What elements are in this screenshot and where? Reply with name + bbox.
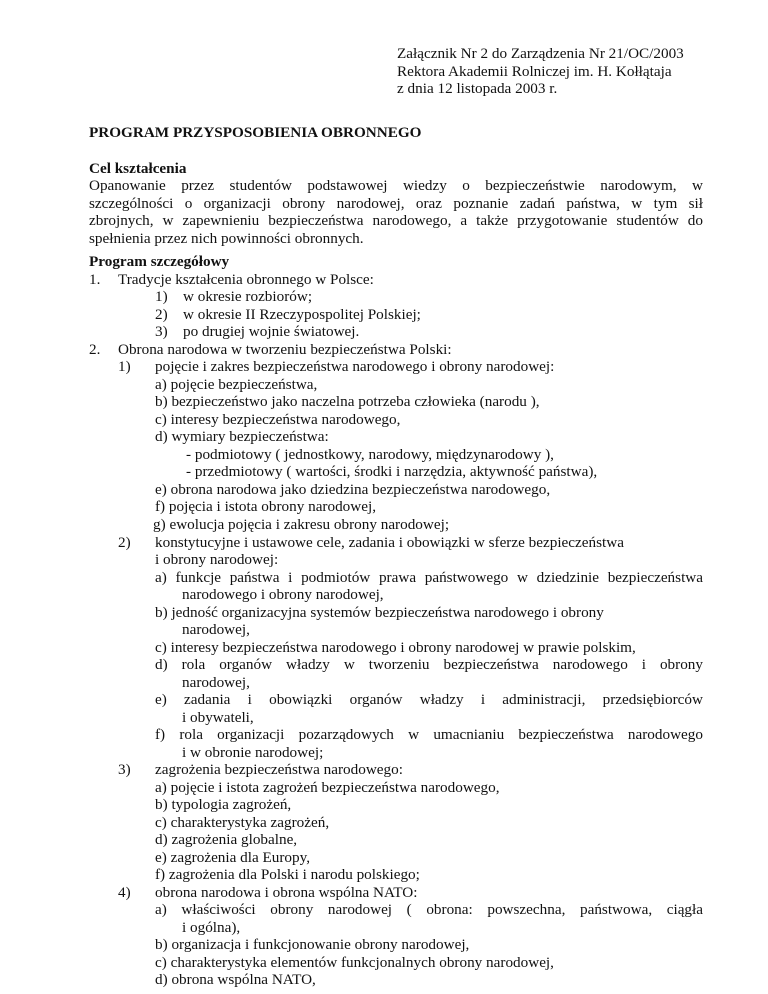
subsection-2-item-f-2: i w obronie narodowej; (182, 743, 324, 761)
subsection-1-item-f: f) pojęcia i istota obrony narodowej, (155, 498, 376, 516)
subsection-2-item-b-2: narodowej, (182, 621, 250, 639)
subsection-1-number: 1) (118, 358, 131, 376)
cel-line-4: spełnienia przez nich powinności obronnych. (89, 229, 364, 247)
subsection-3-item-c: c) charakterystyka zagrożeń, (155, 813, 330, 831)
section-1-number: 1. (89, 270, 101, 288)
subsection-3-number: 3) (118, 761, 131, 779)
subsection-2-item-a-2: narodowego i obrony narodowej, (182, 586, 384, 604)
document-title: PROGRAM PRZYSPOSOBIENIA OBRONNEGO (89, 123, 422, 141)
section-2-number: 2. (89, 340, 101, 358)
subsection-4-item-b: b) organizacja i funkcjonowanie obrony narodowej, (155, 936, 470, 954)
subsection-2-title-1: konstytucyjne i ustawowe cele, zadania i obowiązki w sferze bezpieczeństwa (155, 533, 624, 551)
subsection-2-item-a-1: a) funkcje państwa i podmiotów prawa państwowego w dziedzinie bezpieczeństwa (155, 568, 703, 586)
subsection-3-item-e: e) zagrożenia dla Europy, (155, 848, 311, 866)
subsection-4-item-c: c) charakterystyka elementów funkcjonalnych obrony narodowej, (155, 953, 554, 971)
subsection-1-item-b: b) bezpieczeństwo jako naczelna potrzeba człowieka (narodu ), (155, 393, 540, 411)
cel-line-2: szczególności o organizacji obrony narodowej, oraz poznanie zadań państwa, w tym sił (89, 194, 703, 212)
subsection-3-item-b: b) typologia zagrożeń, (155, 796, 292, 814)
subsection-3-title: zagrożenia bezpieczeństwa narodowego: (155, 761, 403, 779)
subsection-4-title: obrona narodowa i obrona wspólna NATO: (155, 883, 418, 901)
subsection-1-item-g: g) ewolucja pojęcia i zakresu obrony narodowej; (153, 516, 450, 533)
header-line-2: Rektora Akademii Rolniczej im. H. Kołłątaja (397, 62, 672, 80)
subsection-1-item-d-1: - podmiotowy ( jednostkowy, narodowy, międzynarodowy ), (186, 445, 554, 463)
header-line-1: Załącznik Nr 2 do Zarządzenia Nr 21/OC/2003 (397, 45, 684, 62)
subsection-2-number: 2) (118, 533, 131, 551)
subsection-3-item-a: a) pojęcie i istota zagrożeń bezpieczeństwa narodowego, (155, 778, 500, 796)
subsection-2-item-c: c) interesy bezpieczeństwa narodowego i obrony narodowej w prawie polskim, (155, 638, 636, 656)
subsection-1-item-e: e) obrona narodowa jako dziedzina bezpieczeństwa narodowego, (155, 480, 551, 498)
section-1-title: Tradycje kształcenia obronnego w Polsce: (118, 270, 374, 288)
section-1-item-2-num: 2) (155, 305, 168, 323)
subsection-1-item-c: c) interesy bezpieczeństwa narodowego, (155, 410, 401, 428)
section-1-item-3: po drugiej wojnie światowej. (183, 323, 360, 341)
section-2-title: Obrona narodowa w tworzeniu bezpieczeństwa Polski: (118, 340, 452, 358)
subsection-1-item-d: d) wymiary bezpieczeństwa: (155, 428, 329, 446)
section-1-item-2: w okresie II Rzeczypospolitej Polskiej; (183, 305, 421, 323)
subsection-2-item-e-2: i obywateli, (182, 708, 254, 726)
subsection-3-item-f: f) zagrożenia dla Polski i narodu polskiego; (155, 866, 420, 884)
subsection-3-item-d: d) zagrożenia globalne, (155, 831, 298, 849)
cel-line-1: Opanowanie przez studentów podstawowej wiedzy o bezpieczeństwie narodowym, w (89, 177, 703, 195)
subsection-4-item-a-2: i ogólna), (182, 918, 241, 936)
header-line-3: z dnia 12 listopada 2003 r. (397, 80, 558, 98)
subsection-2-item-b-1: b) jedność organizacyjna systemów bezpieczeństwa narodowego i obrony (155, 603, 604, 621)
subsection-4-item-a-1: a) właściwości obrony narodowej ( obrona: powszechna, państwowa, ciągła (155, 901, 703, 919)
program-heading: Program szczegółowy (89, 253, 230, 271)
cel-line-3: zbrojnych, w zapewnieniu bezpieczeństwa narodowego, a także przygotowanie studentów do (89, 212, 703, 230)
subsection-4-number: 4) (118, 883, 131, 901)
subsection-2-item-d-2: narodowej, (182, 673, 250, 691)
subsection-2-item-f-1: f) rola organizacji pozarządowych w umacnianiu bezpieczeństwa narodowego (155, 726, 703, 744)
subsection-2-item-e-1: e) zadania i obowiązki organów władzy i administracji, przedsiębiorców (155, 691, 703, 709)
subsection-1-item-a: a) pojęcie bezpieczeństwa, (155, 375, 318, 393)
subsection-1-item-d-2: - przedmiotowy ( wartości, środki i narzędzia, aktywność państwa), (186, 463, 598, 481)
section-1-item-3-num: 3) (155, 323, 168, 341)
subsection-2-title-2: i obrony narodowej: (155, 551, 279, 569)
subsection-2-item-d-1: d) rola organów władzy w tworzeniu bezpieczeństwa narodowego i obrony (155, 656, 703, 674)
section-1-item-1: w okresie rozbiorów; (183, 288, 313, 306)
subsection-1-title: pojęcie i zakres bezpieczeństwa narodowego i obrony narodowej: (155, 358, 555, 376)
subsection-4-item-d: d) obrona wspólna NATO, (155, 971, 316, 989)
section-1-item-1-num: 1) (155, 288, 168, 306)
cel-heading: Cel kształcenia (89, 159, 187, 177)
